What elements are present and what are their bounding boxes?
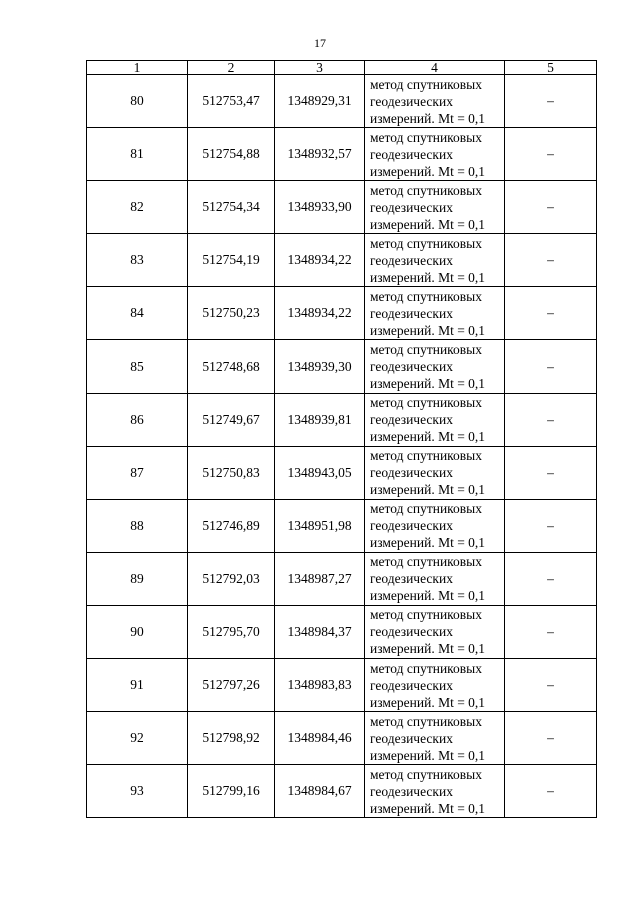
method-line: измерений. Mt = 0,1 [370,110,486,126]
note-cell: – [505,605,597,658]
table-row [87,659,597,712]
method-line: метод спутниковых [370,129,482,145]
method-line: метод спутниковых [370,448,482,464]
table-body [87,75,597,818]
method-line: геодезических [370,677,453,693]
coord-y-cell: 1348984,37 [275,605,365,658]
coord-y-cell: 1348939,81 [275,393,365,446]
method-line: метод спутниковых [370,76,482,92]
method-line: геодезических [370,624,453,640]
method-line: геодезических [370,571,453,587]
table-row [87,499,597,552]
coord-x-cell: 512795,70 [188,605,275,658]
note-cell: – [505,499,597,552]
method-line: метод спутниковых [370,395,482,411]
point-number-cell: 90 [87,605,188,658]
method-cell [365,393,505,446]
method-cell [365,340,505,393]
method-cell [365,287,505,340]
method-line: измерений. Mt = 0,1 [370,163,486,179]
method-line: геодезических [370,518,453,534]
table-row [87,181,597,234]
method-line: геодезических [370,783,453,799]
method-line: геодезических [370,465,453,481]
method-cell [365,499,505,552]
method-line: метод спутниковых [370,713,482,729]
note-cell: – [505,128,597,181]
method-line: метод спутниковых [370,235,482,251]
page-number: 17 [314,36,326,50]
method-line: геодезических [370,359,453,375]
coord-x-cell: 512792,03 [188,552,275,605]
point-number-cell: 83 [87,234,188,287]
coord-x-cell: 512749,67 [188,393,275,446]
note-cell: – [505,287,597,340]
coord-y-cell: 1348987,27 [275,552,365,605]
method-cell [365,181,505,234]
point-number-cell: 84 [87,287,188,340]
method-line: геодезических [370,730,453,746]
note-cell: – [505,712,597,765]
note-cell: – [505,340,597,393]
coord-y-cell: 1348983,83 [275,659,365,712]
header-col-2: 2 [188,61,275,75]
header-col-1: 1 [87,61,188,75]
table-row [87,446,597,499]
method-line: геодезических [370,305,453,321]
method-line: измерений. Mt = 0,1 [370,322,486,338]
point-number-cell: 82 [87,181,188,234]
coord-x-cell: 512799,16 [188,765,275,818]
method-line: измерений. Mt = 0,1 [370,482,486,498]
method-line: измерений. Mt = 0,1 [370,694,486,710]
method-line: метод спутниковых [370,288,482,304]
method-line: геодезических [370,412,453,428]
method-line: геодезических [370,146,453,162]
table-row [87,287,597,340]
coord-y-cell: 1348939,30 [275,340,365,393]
header-col-4: 4 [365,61,505,75]
method-cell [365,605,505,658]
method-line: метод спутниковых [370,660,482,676]
coordinates-table [86,60,597,818]
method-line: метод спутниковых [370,342,482,358]
method-line: измерений. Mt = 0,1 [370,535,486,551]
coord-x-cell: 512754,34 [188,181,275,234]
method-cell [365,75,505,128]
method-cell [365,234,505,287]
note-cell: – [505,234,597,287]
coord-y-cell: 1348933,90 [275,181,365,234]
note-cell: – [505,659,597,712]
coord-x-cell: 512754,19 [188,234,275,287]
point-number-cell: 91 [87,659,188,712]
method-cell [365,765,505,818]
coord-x-cell: 512753,47 [188,75,275,128]
coord-y-cell: 1348934,22 [275,234,365,287]
coord-x-cell: 512754,88 [188,128,275,181]
point-number-cell: 87 [87,446,188,499]
method-line: метод спутниковых [370,766,482,782]
coord-y-cell: 1348984,46 [275,712,365,765]
coord-y-cell: 1348929,31 [275,75,365,128]
header-col-5: 5 [505,61,597,75]
method-line: измерений. Mt = 0,1 [370,747,486,763]
method-line: измерений. Mt = 0,1 [370,376,486,392]
point-number-cell: 88 [87,499,188,552]
coord-y-cell: 1348932,57 [275,128,365,181]
table-row [87,605,597,658]
point-number-cell: 92 [87,712,188,765]
method-cell [365,446,505,499]
method-line: геодезических [370,93,453,109]
coord-x-cell: 512798,92 [188,712,275,765]
coord-x-cell: 512750,23 [188,287,275,340]
table-row [87,234,597,287]
table-row [87,712,597,765]
coord-x-cell: 512797,26 [188,659,275,712]
coord-x-cell: 512746,89 [188,499,275,552]
note-cell: – [505,75,597,128]
table-row [87,552,597,605]
method-line: метод спутниковых [370,554,482,570]
method-cell [365,712,505,765]
method-cell [365,552,505,605]
table-row [87,765,597,818]
table-row [87,128,597,181]
point-number-cell: 93 [87,765,188,818]
method-line: метод спутниковых [370,501,482,517]
method-line: измерений. Mt = 0,1 [370,588,486,604]
note-cell: – [505,393,597,446]
note-cell: – [505,181,597,234]
method-cell [365,659,505,712]
point-number-cell: 89 [87,552,188,605]
table-row [87,75,597,128]
coord-x-cell: 512748,68 [188,340,275,393]
method-line: измерений. Mt = 0,1 [370,429,486,445]
method-line: геодезических [370,252,453,268]
header-col-3: 3 [275,61,365,75]
method-line: измерений. Mt = 0,1 [370,641,486,657]
method-line: измерений. Mt = 0,1 [370,216,486,232]
method-cell [365,128,505,181]
method-line: измерений. Mt = 0,1 [370,269,486,285]
coord-y-cell: 1348984,67 [275,765,365,818]
method-line: геодезических [370,199,453,215]
method-line: измерений. Mt = 0,1 [370,800,486,816]
point-number-cell: 85 [87,340,188,393]
point-number-cell: 80 [87,75,188,128]
note-cell: – [505,765,597,818]
table-row [87,393,597,446]
table-header-row [87,61,597,75]
method-line: метод спутниковых [370,182,482,198]
coord-y-cell: 1348934,22 [275,287,365,340]
coord-y-cell: 1348951,98 [275,499,365,552]
point-number-cell: 81 [87,128,188,181]
table-row [87,340,597,393]
note-cell: – [505,446,597,499]
note-cell: – [505,552,597,605]
method-line: метод спутниковых [370,607,482,623]
coord-y-cell: 1348943,05 [275,446,365,499]
coord-x-cell: 512750,83 [188,446,275,499]
point-number-cell: 86 [87,393,188,446]
